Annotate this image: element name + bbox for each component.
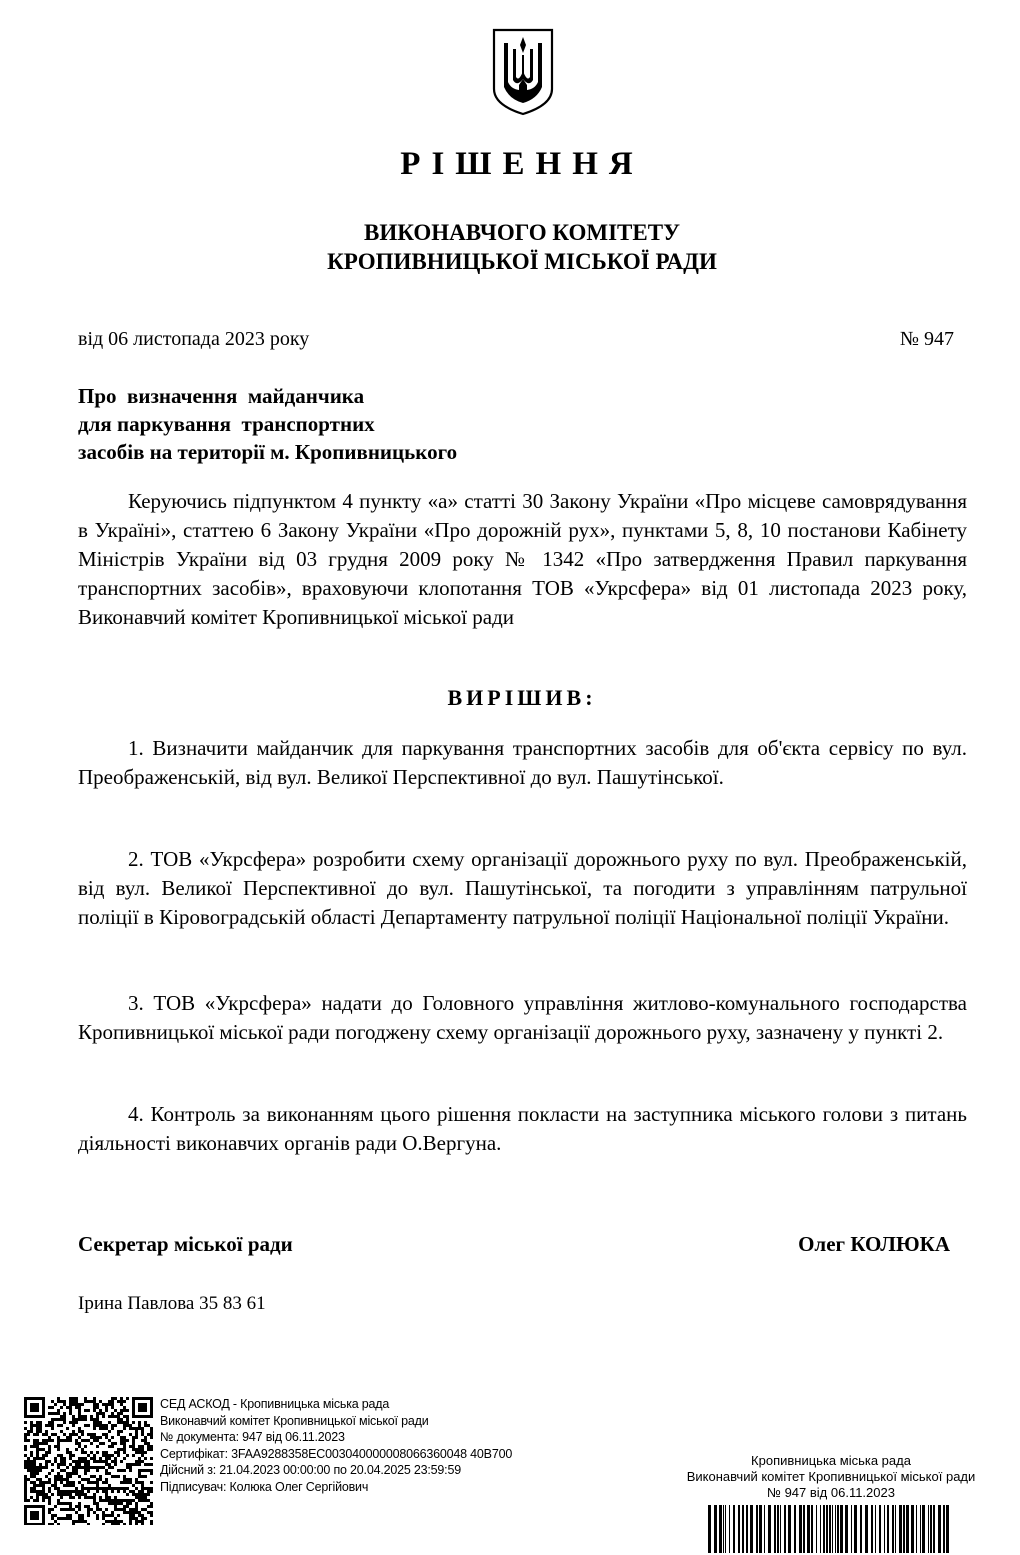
decision-item-1: 1. Визначити майданчик для паркування транспортних засобів для об'єкта сервісу по вул. Преображенській, від вул. Великої Перспективної до вул. Пашутінської.	[78, 736, 967, 789]
registry-committee: Виконавчий комітет Кропивницької міської ради	[686, 1469, 976, 1484]
stamp-certificate: Сертифікат: 3FAA9288358EC003040000008066360048 40B700	[160, 1446, 513, 1461]
decision-item-4: 4. Контроль за виконанням цього рішення покласти на заступника міського голови з питань діяльності виконавчих органів ради О.Вергуна.	[78, 1102, 967, 1155]
decision-item-3: 3. ТОВ «Укрсфера» надати до Головного управління житлово-комунального господарства Кропивницької міської ради погоджену схему організації дорожнього руху, зазначену у пункті 2.	[78, 991, 967, 1044]
registry-stamp	[640, 1453, 1020, 1501]
stamp-document-number: № документа: 947 від 06.11.2023	[160, 1430, 345, 1445]
signatory-name: Олег КОЛЮКА	[798, 1232, 950, 1256]
qr-code	[24, 1397, 153, 1525]
issuing-body	[0, 218, 1020, 276]
stamp-validity: Дійсний з: 21.04.2023 00:00:00 по 20.04.2025 23:59:59	[160, 1463, 461, 1478]
coat-of-arms-icon	[491, 27, 555, 117]
stamp-signer: Підписувач: Колюка Олег Сергійович	[160, 1479, 369, 1494]
registry-number: № 947 від 06.11.2023	[767, 1485, 895, 1500]
decision-item-2: 2. ТОВ «Укрсфера» розробити схему організації дорожнього руху по вул. Преображенській, від вул. Великої Перспективної до вул. Пашутінської, та погодити з управлінням патрульної поліції в Кіровоградській області Департаменту патрульної поліції Національної поліції України.	[78, 847, 967, 929]
electronic-signature-stamp	[160, 1396, 512, 1496]
registry-organization: Кропивницька міська рада	[751, 1453, 911, 1468]
stamp-system: СЕД АСКОД - Кропивницька міська рада	[160, 1397, 390, 1411]
preamble-paragraph: Керуючись підпунктом 4 пункту «а» статті 30 Закону України «Про місцеве самоврядування в Україні», статтею 6 Закону України «Про дорожній рух», пунктами 5, 8, 10 постанови Кабінету Міністрів України від 03 грудня 2009 року № 1342 «Про затвердження Правил паркування транспортних засобів», враховуючи клопотання ТОВ «Укрсфера» від 01 листопада 2023 року, Виконавчий комітет Кропивницької міської ради	[78, 489, 967, 629]
decided-heading: ВИРІШИВ:	[447, 685, 597, 710]
barcode	[708, 1505, 950, 1553]
decision-number: № 947	[899, 328, 954, 350]
issuing-body-line1: ВИКОНАВЧОГО КОМІТЕТУ	[364, 220, 680, 245]
issuing-body-line2: КРОПИВНИЦЬКОЇ МІСЬКОЇ РАДИ	[327, 249, 717, 274]
signatory-role: Секретар міської ради	[78, 1232, 293, 1256]
document-title: РІШЕННЯ	[400, 146, 644, 182]
executor-contact: Ірина Павлова 35 83 61	[78, 1293, 266, 1314]
decision-subject: Про визначення майданчика для паркування транспортних засобів на території м. Кропивницького	[78, 384, 458, 464]
stamp-organization: Виконавчий комітет Кропивницької міської ради	[160, 1413, 429, 1428]
decision-date: від 06 листопада 2023 року	[78, 328, 310, 350]
